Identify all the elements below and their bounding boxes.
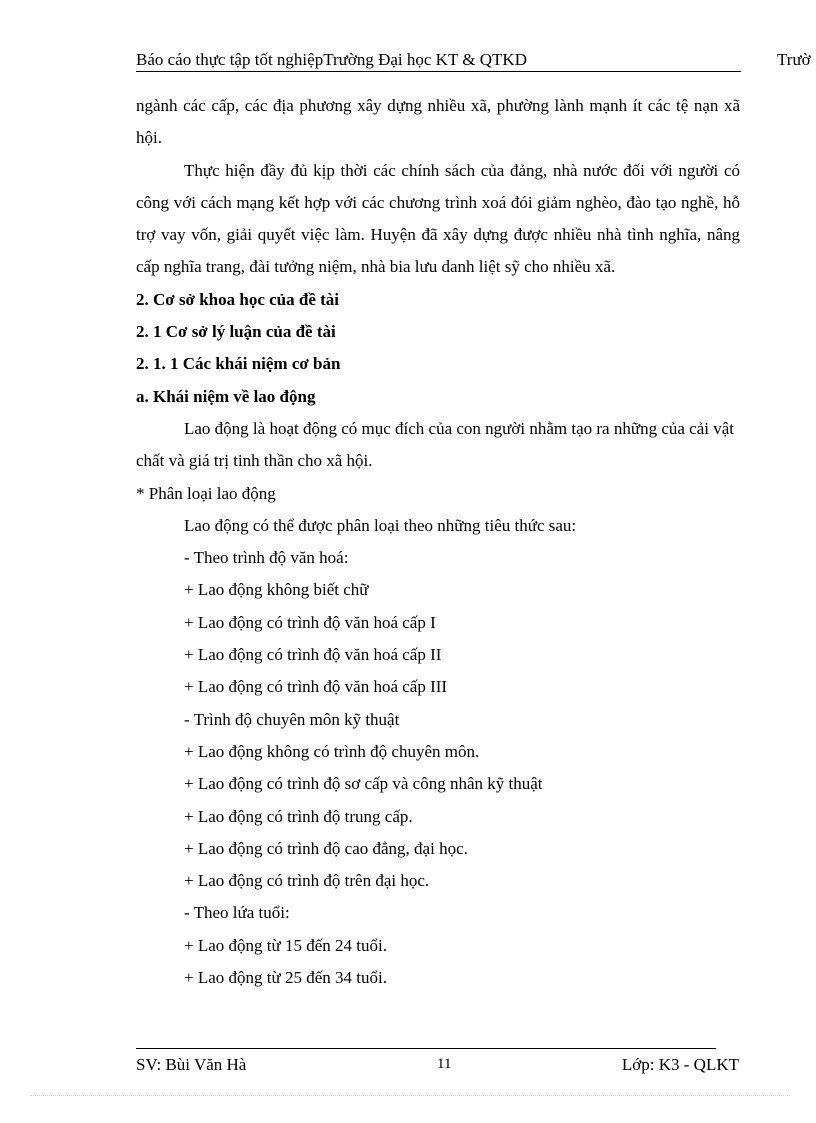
heading-section-2-1-1: 2. 1. 1 Các khái niệm cơ bản [136,354,341,374]
heading-section-2: 2. Cơ sở khoa học của đề tài [136,289,340,309]
classification-intro: Lao động có thể được phân loại theo những tiêu thức sau: [184,515,577,535]
footer-rule [136,1048,716,1049]
list-item: + Lao động có trình độ sơ cấp và công nhân kỹ thuật [184,774,543,794]
heading-concept-a: a. Khái niệm về lao động [136,386,316,406]
list-item: + Lao động có trình độ cao đẳng, đại học. [184,838,468,858]
list-item: + Lao động có trình độ văn hoá cấp II [184,645,442,665]
list-item: + Lao động có trình độ văn hoá cấp I [184,612,436,632]
list-item: + Lao động từ 15 đến 24 tuổi. [184,935,387,955]
classification-heading: * Phân loại lao động [136,483,276,503]
list-item: + Lao động có trình độ văn hoá cấp III [184,677,448,697]
list-item: - Theo lứa tuổi: [184,903,290,923]
footer-page-number: 11 [437,1056,452,1072]
footer-student-name: SV: Bùi Văn Hà [136,1055,247,1074]
list-item: + Lao động không biết chữ [184,580,369,600]
header-title: Báo cáo thực tập tốt nghiệpTrường Đại học KT & QTKD [136,50,527,69]
footer-class-label: Lớp: K3 - QLKT [621,1055,739,1074]
list-item: + Lao động từ 25 đến 34 tuổi. [184,968,387,988]
heading-section-2-1: 2. 1 Cơ sở lý luận của đề tài [136,322,336,342]
list-item: - Theo trình độ văn hoá: [184,548,349,568]
header-overflow-text: Trườ [777,50,811,69]
list-item: + Lao động có trình độ trung cấp. [184,806,413,826]
page-bottom-divider [30,1095,790,1096]
list-item: - Trình độ chuyên môn kỹ thuật [184,709,400,729]
body-text [136,90,740,994]
header-rule [136,71,741,72]
list-item: + Lao động có trình độ trên đại học. [184,871,430,891]
paragraph-policy: Thực hiện đầy đủ kịp thời các chính sách của đảng, nhà nước đối với người có công với cách mạng kết hợp với các chương trình xoá đói giảm nghèo, đào tạo nghề, hỗ trợ vay vốn, giải quyết việc làm. Huyện đã xây dựng được nhiều nhà tình nghĩa, nâng cấp nghĩa trang, đài tưởng niệm, nhà bia lưu danh liệt sỹ cho nhiều xã. [136,160,740,277]
paragraph-labor-definition: Lao động là hoạt động có mục đích của con người nhằm tạo ra những của cải vật chất và giá trị tinh thần cho xã hội. [136,418,734,471]
list-item: + Lao động không có trình độ chuyên môn. [184,741,480,761]
paragraph-continuation: ngành các cấp, các địa phương xây dựng nhiều xã, phường lành mạnh ít các tệ nạn xã hội. [136,96,740,148]
